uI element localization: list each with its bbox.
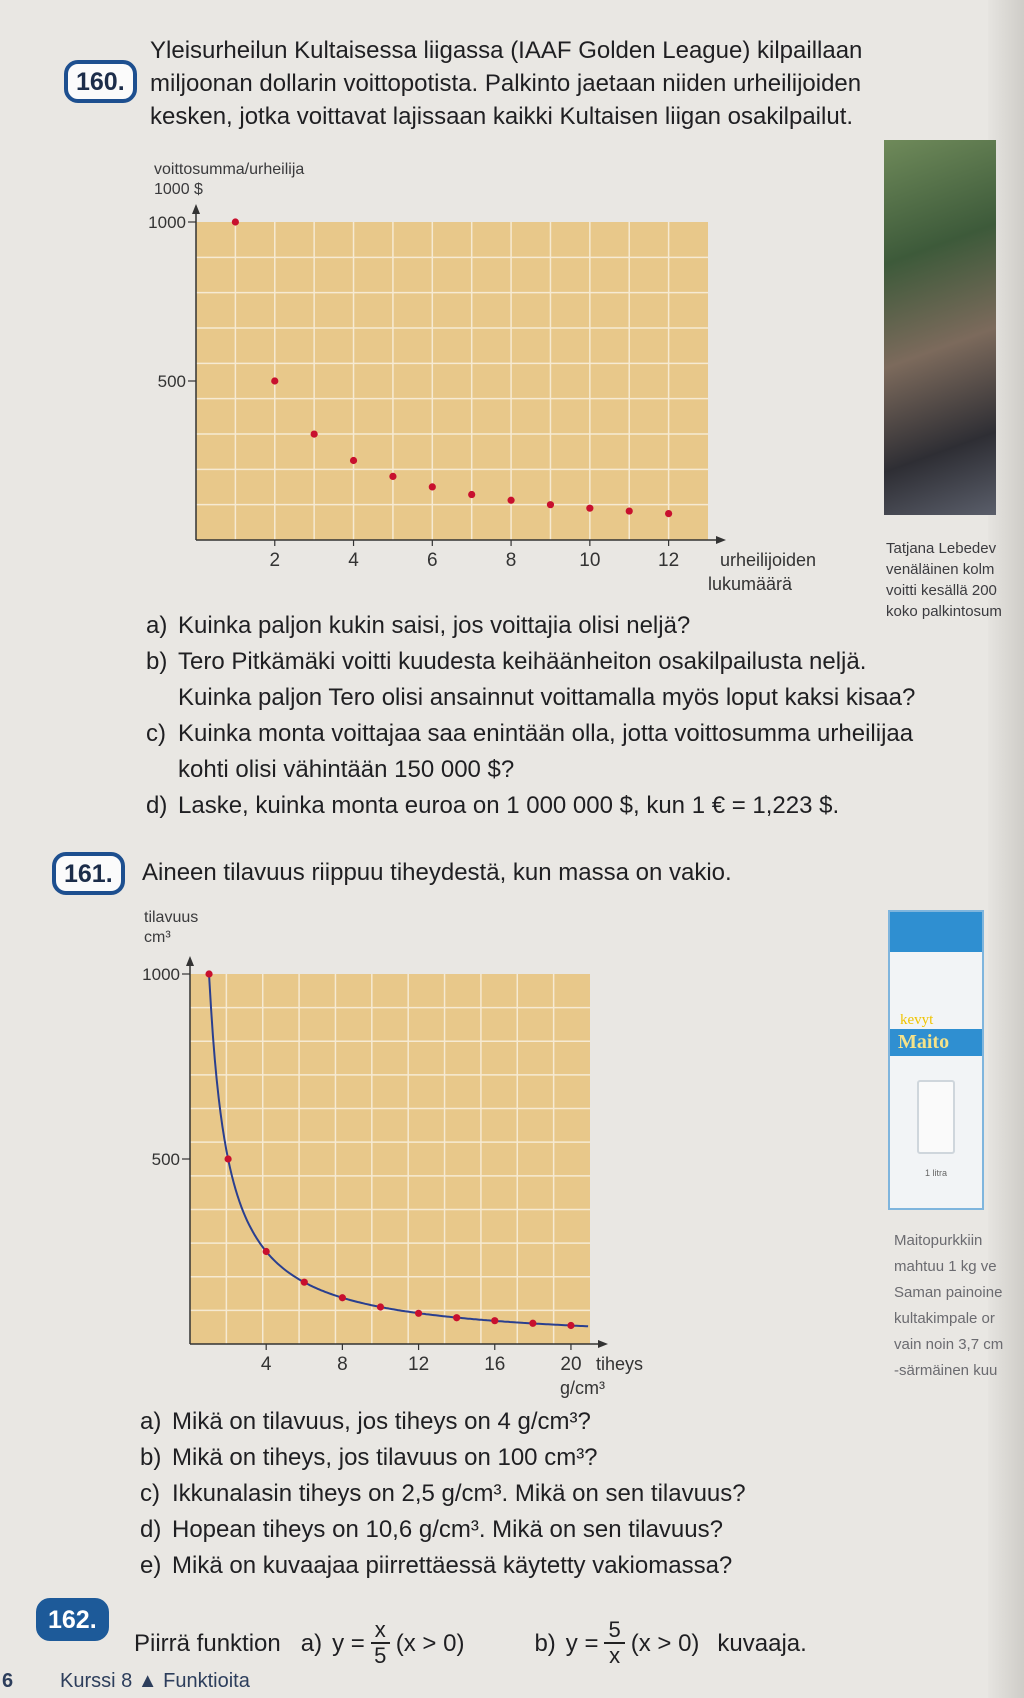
caption-line: venäläinen kolm (886, 561, 995, 578)
data-point (453, 1314, 460, 1321)
carton-top (890, 912, 982, 952)
data-point (224, 1155, 231, 1162)
data-point (205, 970, 212, 977)
milk-volume: 1 litra (924, 1168, 947, 1178)
formula-b: y = $\frac{5}{x}$ (x > 0) (565, 1617, 700, 1668)
x-tick-label: 20 (560, 1354, 582, 1375)
data-point (665, 510, 672, 517)
question-c: c) Ikkunalasin tiheys on 2,5 g/cm³. Mikä on sen tilavuus? (140, 1480, 746, 1507)
data-point (415, 1310, 422, 1317)
caption-line: koko palkintosum (886, 603, 1002, 620)
y-tick-label: 500 (151, 1150, 180, 1169)
data-point (389, 473, 396, 480)
data-point (491, 1317, 498, 1324)
milk-label-main: Maito (890, 1029, 982, 1056)
caption-line: -särmäinen kuu (894, 1362, 998, 1379)
data-point (429, 483, 436, 490)
fraction-b: $\frac{5}{x}$ (604, 1618, 624, 1668)
y-axis-label: tilavuus (144, 909, 199, 926)
question-c: c) Kuinka monta voittajaa saa enintään olla, jotta voittosumma urheilijaa (146, 720, 914, 747)
x-tick-label: 4 (260, 1354, 272, 1375)
x-tick-label: 8 (505, 550, 517, 571)
caption-line: vain noin 3,7 cm (894, 1336, 1004, 1353)
y-axis-arrow (192, 204, 200, 214)
x-tick-label: 12 (658, 550, 680, 571)
chart-prize-per-athlete (140, 150, 817, 610)
plot-area (190, 974, 590, 1344)
x-tick-label: 10 (579, 550, 601, 571)
x-tick-label: 8 (337, 1354, 348, 1375)
question-d: d) Hopean tiheys on 10,6 g/cm³. Mikä on sen tilavuus? (140, 1516, 723, 1543)
data-point (626, 507, 633, 514)
athlete-photo (884, 140, 996, 515)
problem-160-intro (150, 34, 862, 133)
x-axis-label-2: g/cm³ (560, 1378, 605, 1398)
data-point (339, 1294, 346, 1301)
x-tick-label: 16 (484, 1354, 506, 1375)
problem-162-number: 162. (36, 1598, 109, 1641)
intro-line: kesken, jotka voittavat lajissaan kaikki Kultaisen liigan osakilpailut. (150, 103, 854, 130)
y-tick-label: 1000 (148, 213, 186, 232)
x-tick-label: 2 (269, 550, 281, 571)
caption-line: voitti kesällä 200 (886, 582, 997, 599)
data-point (301, 1279, 308, 1286)
y-tick-label: 500 (157, 372, 186, 391)
intro-line: Yleisurheilun Kultaisessa liigassa (IAAF Golden League) kilpaillaan (150, 37, 863, 64)
caption-line: kultakimpale or (894, 1310, 995, 1327)
chart-volume-vs-density (130, 900, 670, 1420)
glass-icon (917, 1080, 955, 1154)
part-a-label: a) (300, 1629, 323, 1657)
question-a: a) Kuinka paljon kukin saisi, jos voittajia olisi neljä? (146, 612, 691, 639)
question-e: e) Mikä on kuvaajaa piirrettäessä käytetty vakiomassa? (140, 1552, 733, 1579)
problem-161-number: 161. (52, 852, 125, 895)
x-axis-arrow (716, 536, 726, 544)
milk-carton (888, 910, 984, 1210)
y-axis-label: voittosumma/urheilija (154, 161, 305, 178)
problem-161-questions (140, 1404, 880, 1584)
question-c-cont: kohti olisi vähintään 150 000 $? (178, 756, 515, 783)
x-tick-label: 12 (408, 1354, 430, 1375)
data-point (468, 491, 475, 498)
question-b: b) Mikä on tiheys, jos tilavuus on 100 cm³? (140, 1444, 598, 1471)
data-point (263, 1248, 270, 1255)
milk-label-top: kevyt (900, 1012, 934, 1028)
question-b: b) Tero Pitkämäki voitti kuudesta keihäänheiton osakilpailusta neljä. (146, 648, 867, 675)
data-point (586, 505, 593, 512)
data-point (377, 1303, 384, 1310)
data-point (271, 377, 278, 384)
caption-line: Saman painoine (894, 1284, 1003, 1301)
y-axis-arrow (186, 956, 194, 966)
y-axis-unit: cm³ (144, 929, 171, 946)
data-point (507, 497, 514, 504)
question-b-cont: Kuinka paljon Tero olisi ansainnut voittamalla myös loput kaksi kisaa? (178, 684, 916, 711)
intro-line: miljoonan dollarin voittopotista. Palkinto jaetaan niiden urheilijoiden (150, 70, 862, 97)
y-axis-unit: 1000 $ (154, 181, 203, 198)
course-footer: Kurssi 8 ▲ Funktioita (60, 1670, 250, 1692)
x-axis-label-2: lukumäärä (708, 574, 793, 594)
problem-160-number: 160. (64, 60, 137, 103)
page-number: 6 (2, 1670, 14, 1692)
caption-line: Tatjana Lebedev (886, 540, 997, 557)
data-point (547, 501, 554, 508)
problem-160-questions (146, 608, 1006, 824)
question-a: a) Mikä on tilavuus, jos tiheys on 4 g/cm³? (140, 1408, 591, 1435)
y-tick-label: 1000 (142, 965, 180, 984)
instruction: Piirrä funktion (134, 1629, 281, 1657)
x-tick-label: 4 (348, 550, 359, 571)
data-point (232, 218, 239, 225)
data-point (350, 457, 357, 464)
data-point (567, 1322, 574, 1329)
caption-line: Maitopurkkiin (894, 1232, 983, 1249)
data-point (311, 431, 318, 438)
problem-162-text: Piirrä funktion a) y = $\frac{x}{5}$ (x > 0) b) y = $\frac{5}{x}$ (x > 0) kuvaaja. (134, 1617, 807, 1668)
formula-a: y = $\frac{x}{5}$ (x > 0) (332, 1617, 465, 1668)
milk-caption (894, 1228, 1003, 1384)
data-point (529, 1320, 536, 1327)
x-axis-label: tiheys (596, 1354, 644, 1374)
question-d: d) Laske, kuinka monta euroa on 1 000 000 $, kun 1 € = 1,223 $. (146, 792, 840, 819)
x-axis-label: urheilijoiden (720, 550, 817, 570)
caption-line: mahtuu 1 kg ve (894, 1258, 997, 1275)
x-tick-label: 6 (427, 550, 438, 571)
problem-161-intro: Aineen tilavuus riippuu tiheydestä, kun massa on vakio. (142, 859, 732, 886)
fraction-a: $\frac{x}{5}$ (371, 1618, 390, 1668)
part-b-label: b) (534, 1629, 556, 1657)
x-axis-arrow (598, 1340, 608, 1348)
